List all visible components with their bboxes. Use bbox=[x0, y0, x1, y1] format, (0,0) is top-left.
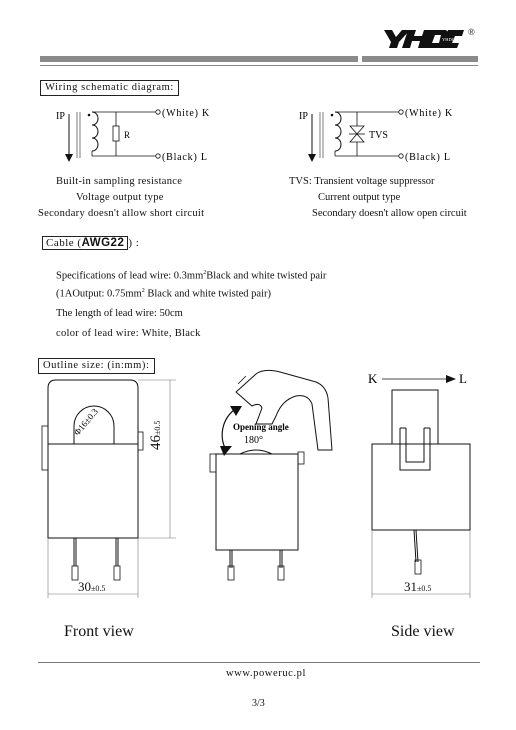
svg-text:180°: 180° bbox=[244, 435, 263, 446]
lead-color: color of lead wire: White, Black bbox=[56, 328, 201, 339]
svg-text:YHDC: YHDC bbox=[442, 37, 455, 42]
svg-text:(Black) L: (Black) L bbox=[162, 152, 208, 163]
height-dimension bbox=[148, 421, 165, 450]
spec-line-1 bbox=[56, 270, 326, 282]
registered-mark: ® bbox=[468, 27, 475, 37]
svg-text:(White) K: (White) K bbox=[162, 108, 211, 119]
outline-section-label: Outline size: (in:mm): bbox=[38, 358, 155, 374]
side-width-dimension bbox=[404, 579, 431, 595]
left-caption-2: Voltage output type bbox=[76, 192, 164, 203]
cable-prefix: Cable ( bbox=[46, 237, 82, 249]
right-caption-2: Current output type bbox=[318, 192, 401, 203]
spec-line-1-a: Specifications of lead wire: 0.3mm bbox=[56, 270, 204, 282]
wiring-diagram-tvs bbox=[295, 98, 475, 168]
header-bar-right bbox=[362, 56, 478, 62]
wiring-diagram-resistor bbox=[52, 98, 232, 168]
awg-value: AWG22 bbox=[81, 237, 125, 249]
header-rule bbox=[40, 65, 478, 66]
left-caption-1: Built-in sampling resistance bbox=[56, 176, 183, 187]
svg-text:Opening angle: Opening angle bbox=[233, 422, 289, 432]
company-logo bbox=[384, 28, 466, 50]
svg-text:(Black) L: (Black) L bbox=[405, 152, 451, 163]
side-width-tol: ±0.5 bbox=[417, 584, 432, 593]
spec-line-2-b: Black and white twisted pair) bbox=[144, 288, 272, 300]
side-view-drawing bbox=[362, 366, 482, 602]
svg-text:IP: IP bbox=[56, 111, 65, 122]
spec-line-2-a: (1AOutput: 0.75mm bbox=[56, 288, 142, 300]
cable-label-box bbox=[42, 236, 128, 250]
front-width-tol: ±0.5 bbox=[91, 584, 106, 593]
side-width-value: 31 bbox=[404, 579, 417, 594]
right-caption-3: Secondary doesn't allow open circuit bbox=[312, 208, 467, 219]
cable-suffix: ) : bbox=[128, 237, 140, 249]
open-view-drawing bbox=[200, 366, 350, 586]
svg-text:(White) K: (White) K bbox=[405, 108, 454, 119]
cable-heading bbox=[42, 237, 139, 249]
spec-line-2-sup: 2 bbox=[141, 288, 145, 294]
right-caption-1: TVS: Transient voltage suppressor bbox=[289, 176, 435, 187]
left-caption-3: Secondary doesn't allow short circuit bbox=[38, 208, 205, 219]
svg-text:K: K bbox=[368, 371, 378, 386]
front-width-value: 30 bbox=[78, 579, 91, 594]
spec-line-1-b: Black and white twisted pair bbox=[206, 270, 327, 282]
svg-text:TVS: TVS bbox=[369, 130, 388, 141]
svg-text:IP: IP bbox=[299, 111, 308, 122]
page-number: 3/3 bbox=[252, 698, 265, 709]
front-view-drawing bbox=[34, 376, 194, 602]
front-width-dimension bbox=[78, 579, 105, 595]
header-bar-left bbox=[40, 56, 358, 62]
spec-line-1-sup: 2 bbox=[203, 270, 207, 276]
spec-line-2 bbox=[56, 288, 271, 300]
svg-text:R: R bbox=[124, 130, 131, 140]
svg-text:L: L bbox=[459, 371, 467, 386]
footer-url: www.poweruc.pl bbox=[226, 668, 307, 679]
front-view-label: Front view bbox=[64, 623, 134, 640]
wiring-section-label: Wiring schematic diagram: bbox=[40, 80, 179, 96]
svg-text:Φ16±0.3: Φ16±0.3 bbox=[71, 406, 100, 438]
lead-length: The length of lead wire: 50cm bbox=[56, 308, 183, 319]
footer-rule bbox=[38, 662, 480, 663]
height-tol: ±0.5 bbox=[153, 420, 162, 435]
side-view-label: Side view bbox=[391, 623, 455, 640]
height-value: 46 bbox=[148, 435, 164, 450]
